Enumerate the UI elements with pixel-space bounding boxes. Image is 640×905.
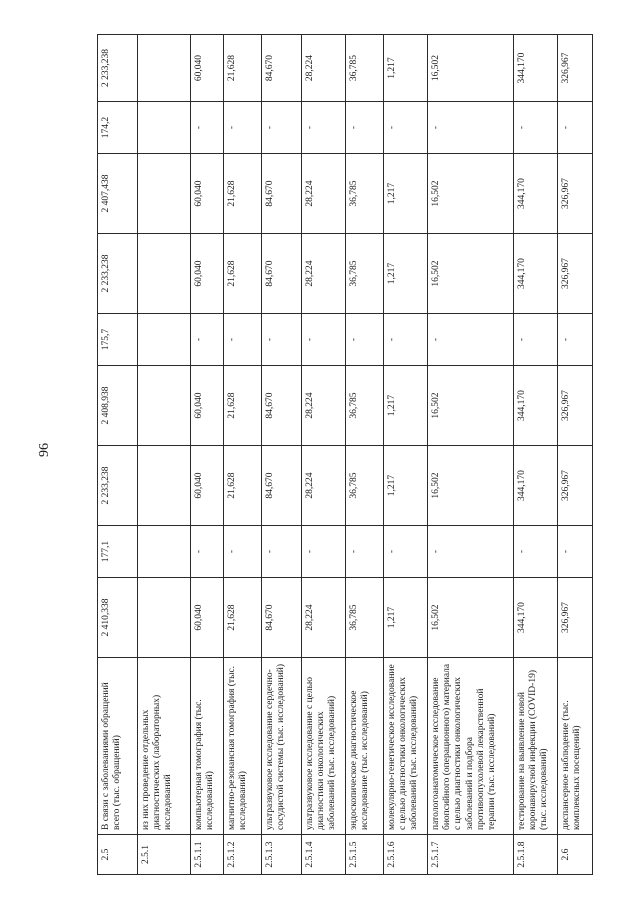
table-row xyxy=(558,35,593,875)
value-cell: - xyxy=(224,102,262,154)
row-description: ультразвуковое исследование с целью диагностики онкологических заболеваний (тыс. исследований) xyxy=(302,658,346,835)
value-cell: - xyxy=(346,314,384,366)
value-cell: 28,224 xyxy=(302,366,346,446)
row-number: 2.5.1 xyxy=(138,835,191,875)
value-cell: 28,224 xyxy=(302,154,346,234)
value-cell: 2 233,238 xyxy=(98,446,138,526)
row-number: 2.5.1.2 xyxy=(224,835,262,875)
table-row xyxy=(138,35,191,875)
value-cell: 21,628 xyxy=(224,366,262,446)
value-cell: 21,628 xyxy=(224,578,262,658)
value-cell xyxy=(138,366,191,446)
row-number: 2.5.1.8 xyxy=(514,835,558,875)
value-cell: 326,967 xyxy=(558,578,593,658)
value-cell: - xyxy=(262,314,302,366)
row-number: 2.5.1.1 xyxy=(191,835,224,875)
value-cell: 1,217 xyxy=(384,578,428,658)
value-cell: 326,967 xyxy=(558,154,593,234)
value-cell: 177,1 xyxy=(98,526,138,578)
table-row xyxy=(191,35,224,875)
value-cell xyxy=(138,35,191,102)
table-row xyxy=(224,35,262,875)
row-number: 2.5.1.6 xyxy=(384,835,428,875)
value-cell: - xyxy=(346,102,384,154)
value-cell: 16,502 xyxy=(428,446,514,526)
value-cell: 326,967 xyxy=(558,446,593,526)
row-description: диспансерное наблюдение (тыс. комплексных посещений) xyxy=(558,658,593,835)
value-cell: 174,2 xyxy=(98,102,138,154)
value-cell: 344,170 xyxy=(514,366,558,446)
value-cell: - xyxy=(302,102,346,154)
row-description: из них проведение отдельных диагностических (лабораторных) исследований xyxy=(138,658,191,835)
value-cell: 36,785 xyxy=(346,154,384,234)
value-cell: 36,785 xyxy=(346,578,384,658)
value-cell: 16,502 xyxy=(428,366,514,446)
value-cell: 2 407,438 xyxy=(98,154,138,234)
row-number: 2.5.1.4 xyxy=(302,835,346,875)
row-description: В связи с заболеваниями обращений всего (тыс. обращений) xyxy=(98,658,138,835)
value-cell: 28,224 xyxy=(302,234,346,314)
value-cell: 21,628 xyxy=(224,154,262,234)
table-row xyxy=(428,35,514,875)
value-cell: 84,670 xyxy=(262,234,302,314)
row-description: патологоанатомическое исследование биопсийного (операционного) материала с целью диагностики онкологических заболеваний и подбора противоопухолевой лекарственной терапии (тыс. исследований) xyxy=(428,658,514,835)
value-cell: 36,785 xyxy=(346,35,384,102)
value-cell: 1,217 xyxy=(384,154,428,234)
row-description: молекулярно-генетическое исследование с целью диагностики онкологических заболеваний (тыс. исследований) xyxy=(384,658,428,835)
page-number: 96 xyxy=(37,443,52,457)
value-cell: - xyxy=(191,526,224,578)
value-cell: 60,040 xyxy=(191,154,224,234)
value-cell: - xyxy=(346,526,384,578)
value-cell: 344,170 xyxy=(514,446,558,526)
value-cell: - xyxy=(384,314,428,366)
value-cell: 326,967 xyxy=(558,366,593,446)
value-cell: 16,502 xyxy=(428,154,514,234)
value-cell: - xyxy=(514,526,558,578)
value-cell: - xyxy=(558,314,593,366)
value-cell xyxy=(138,102,191,154)
value-cell: 60,040 xyxy=(191,366,224,446)
table-row xyxy=(302,35,346,875)
rotated-table-container xyxy=(97,35,583,875)
value-cell: - xyxy=(302,314,346,366)
value-cell: 344,170 xyxy=(514,234,558,314)
value-cell xyxy=(138,526,191,578)
value-cell: - xyxy=(262,102,302,154)
value-cell: - xyxy=(191,102,224,154)
value-cell: - xyxy=(262,526,302,578)
value-cell: 36,785 xyxy=(346,446,384,526)
value-cell: 16,502 xyxy=(428,578,514,658)
value-cell: - xyxy=(558,102,593,154)
value-cell: 21,628 xyxy=(224,35,262,102)
row-description: ультразвуковое исследование сердечно-сосудистой системы (тыс. исследований) xyxy=(262,658,302,835)
value-cell: 2 408,938 xyxy=(98,366,138,446)
value-cell: - xyxy=(428,314,514,366)
value-cell xyxy=(138,578,191,658)
value-cell: - xyxy=(191,314,224,366)
value-cell: 60,040 xyxy=(191,234,224,314)
row-number: 2.6 xyxy=(558,835,593,875)
value-cell: 84,670 xyxy=(262,366,302,446)
value-cell: - xyxy=(428,526,514,578)
row-description: магнитно-резонансная томография (тыс. исследований) xyxy=(224,658,262,835)
value-cell: 84,670 xyxy=(262,154,302,234)
table-row xyxy=(346,35,384,875)
value-cell: - xyxy=(384,526,428,578)
table-row xyxy=(514,35,558,875)
value-cell xyxy=(138,314,191,366)
value-cell: - xyxy=(224,314,262,366)
table-row xyxy=(262,35,302,875)
value-cell: - xyxy=(428,102,514,154)
value-cell xyxy=(138,234,191,314)
value-cell: 1,217 xyxy=(384,234,428,314)
row-number: 2.5.1.3 xyxy=(262,835,302,875)
row-number: 2.5.1.5 xyxy=(346,835,384,875)
value-cell: 2 410,338 xyxy=(98,578,138,658)
value-cell: 175,7 xyxy=(98,314,138,366)
value-cell: 21,628 xyxy=(224,234,262,314)
value-cell: - xyxy=(384,102,428,154)
row-number: 2.5.1.7 xyxy=(428,835,514,875)
row-description: компьютерная томография (тыс. исследований) xyxy=(191,658,224,835)
row-number: 2.5 xyxy=(98,835,138,875)
table-row xyxy=(98,35,138,875)
value-cell: 28,224 xyxy=(302,446,346,526)
value-cell xyxy=(138,446,191,526)
value-cell: 1,217 xyxy=(384,446,428,526)
value-cell: 1,217 xyxy=(384,366,428,446)
value-cell: 84,670 xyxy=(262,446,302,526)
value-cell: - xyxy=(302,526,346,578)
value-cell: - xyxy=(514,314,558,366)
value-cell: - xyxy=(224,526,262,578)
value-cell: 16,502 xyxy=(428,234,514,314)
value-cell: 60,040 xyxy=(191,578,224,658)
table-row xyxy=(384,35,428,875)
value-cell: 28,224 xyxy=(302,578,346,658)
row-description: тестирование на выявление новой коронавирусной инфекции (COVID-19) (тыс. исследований) xyxy=(514,658,558,835)
value-cell: 16,502 xyxy=(428,35,514,102)
data-table xyxy=(97,34,593,875)
value-cell: 36,785 xyxy=(346,366,384,446)
value-cell: - xyxy=(558,526,593,578)
value-cell: 36,785 xyxy=(346,234,384,314)
value-cell: 2 233,238 xyxy=(98,234,138,314)
value-cell xyxy=(138,154,191,234)
value-cell: 326,967 xyxy=(558,234,593,314)
value-cell: 344,170 xyxy=(514,578,558,658)
value-cell: - xyxy=(514,102,558,154)
value-cell: 60,040 xyxy=(191,35,224,102)
value-cell: 344,170 xyxy=(514,35,558,102)
value-cell: 326,967 xyxy=(558,35,593,102)
value-cell: 2 233,238 xyxy=(98,35,138,102)
value-cell: 1,217 xyxy=(384,35,428,102)
row-description: эндоскопическое диагностическое исследование (тыс. исследований) xyxy=(346,658,384,835)
value-cell: 344,170 xyxy=(514,154,558,234)
value-cell: 84,670 xyxy=(262,578,302,658)
value-cell: 21,628 xyxy=(224,446,262,526)
value-cell: 60,040 xyxy=(191,446,224,526)
value-cell: 84,670 xyxy=(262,35,302,102)
value-cell: 28,224 xyxy=(302,35,346,102)
